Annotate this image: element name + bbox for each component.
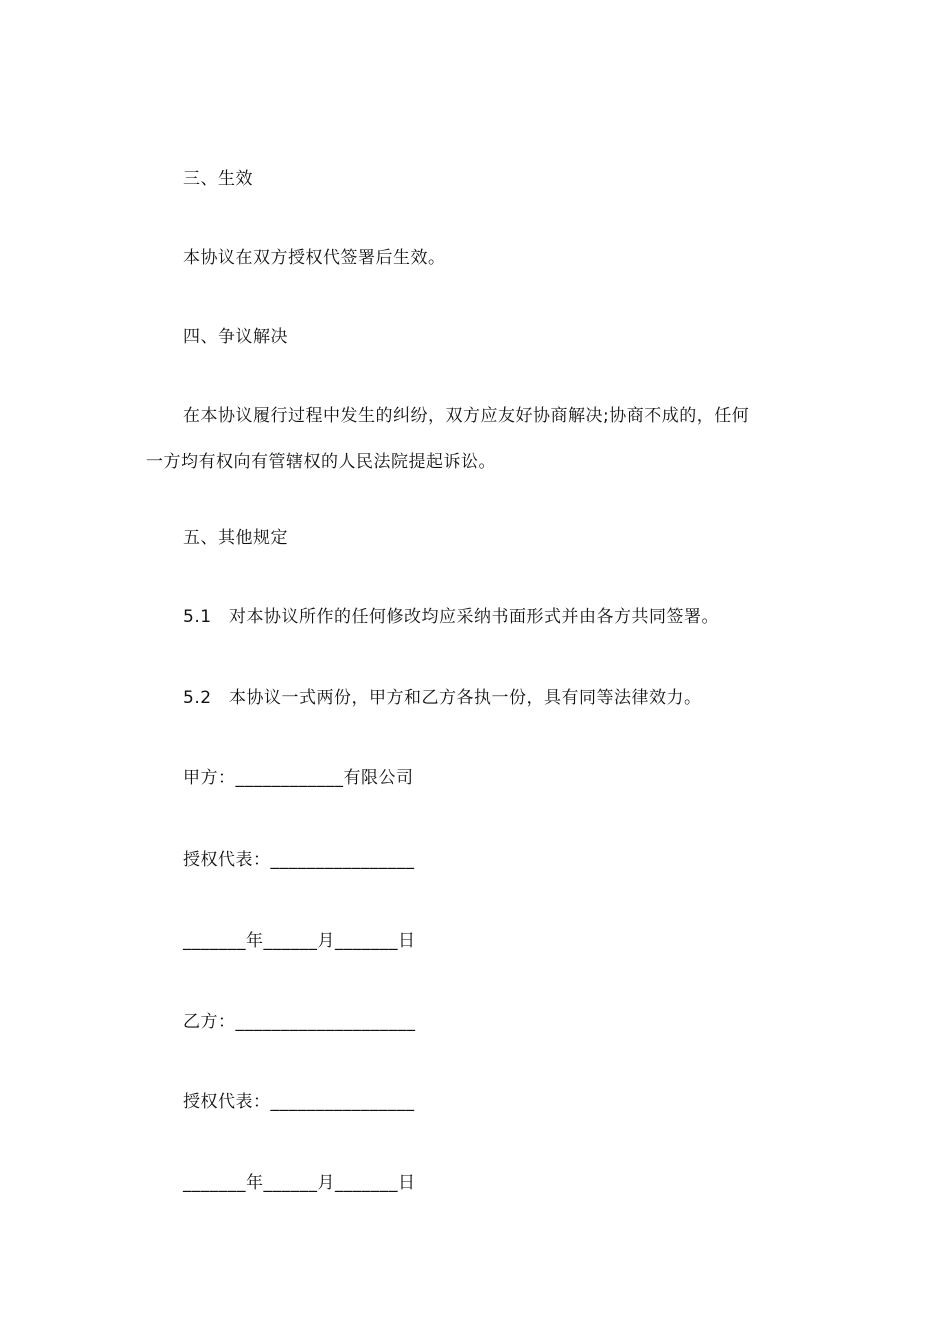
party-a-representative: 授权代表：________________ [183, 850, 415, 870]
section3-heading: 三、生效 [183, 169, 253, 189]
party-a-date: _______年______月_______日 [183, 931, 416, 951]
party-b-date: _______年______月_______日 [183, 1173, 416, 1193]
section4-body-line2: 一方均有权向有管辖权的人民法院提起诉讼。 [146, 452, 496, 472]
section3-body: 本协议在双方授权代签署后生效。 [183, 248, 446, 268]
party-a-name: 甲方：____________有限公司 [183, 768, 414, 788]
section5-heading: 五、其他规定 [183, 528, 288, 548]
section4-heading: 四、争议解决 [183, 327, 288, 347]
party-b-representative: 授权代表：________________ [183, 1092, 415, 1112]
party-b-name: 乙方：____________________ [183, 1012, 416, 1032]
section4-body-line1: 在本协议履行过程中发生的纠纷，双方应友好协商解决;协商不成的，任何 [183, 406, 750, 426]
clause-5-2: 5.2 本协议一式两份，甲方和乙方各执一份，具有同等法律效力。 [183, 688, 702, 708]
clause-5-1: 5.1 对本协议所作的任何修改均应采纳书面形式并由各方共同签署。 [183, 607, 720, 627]
